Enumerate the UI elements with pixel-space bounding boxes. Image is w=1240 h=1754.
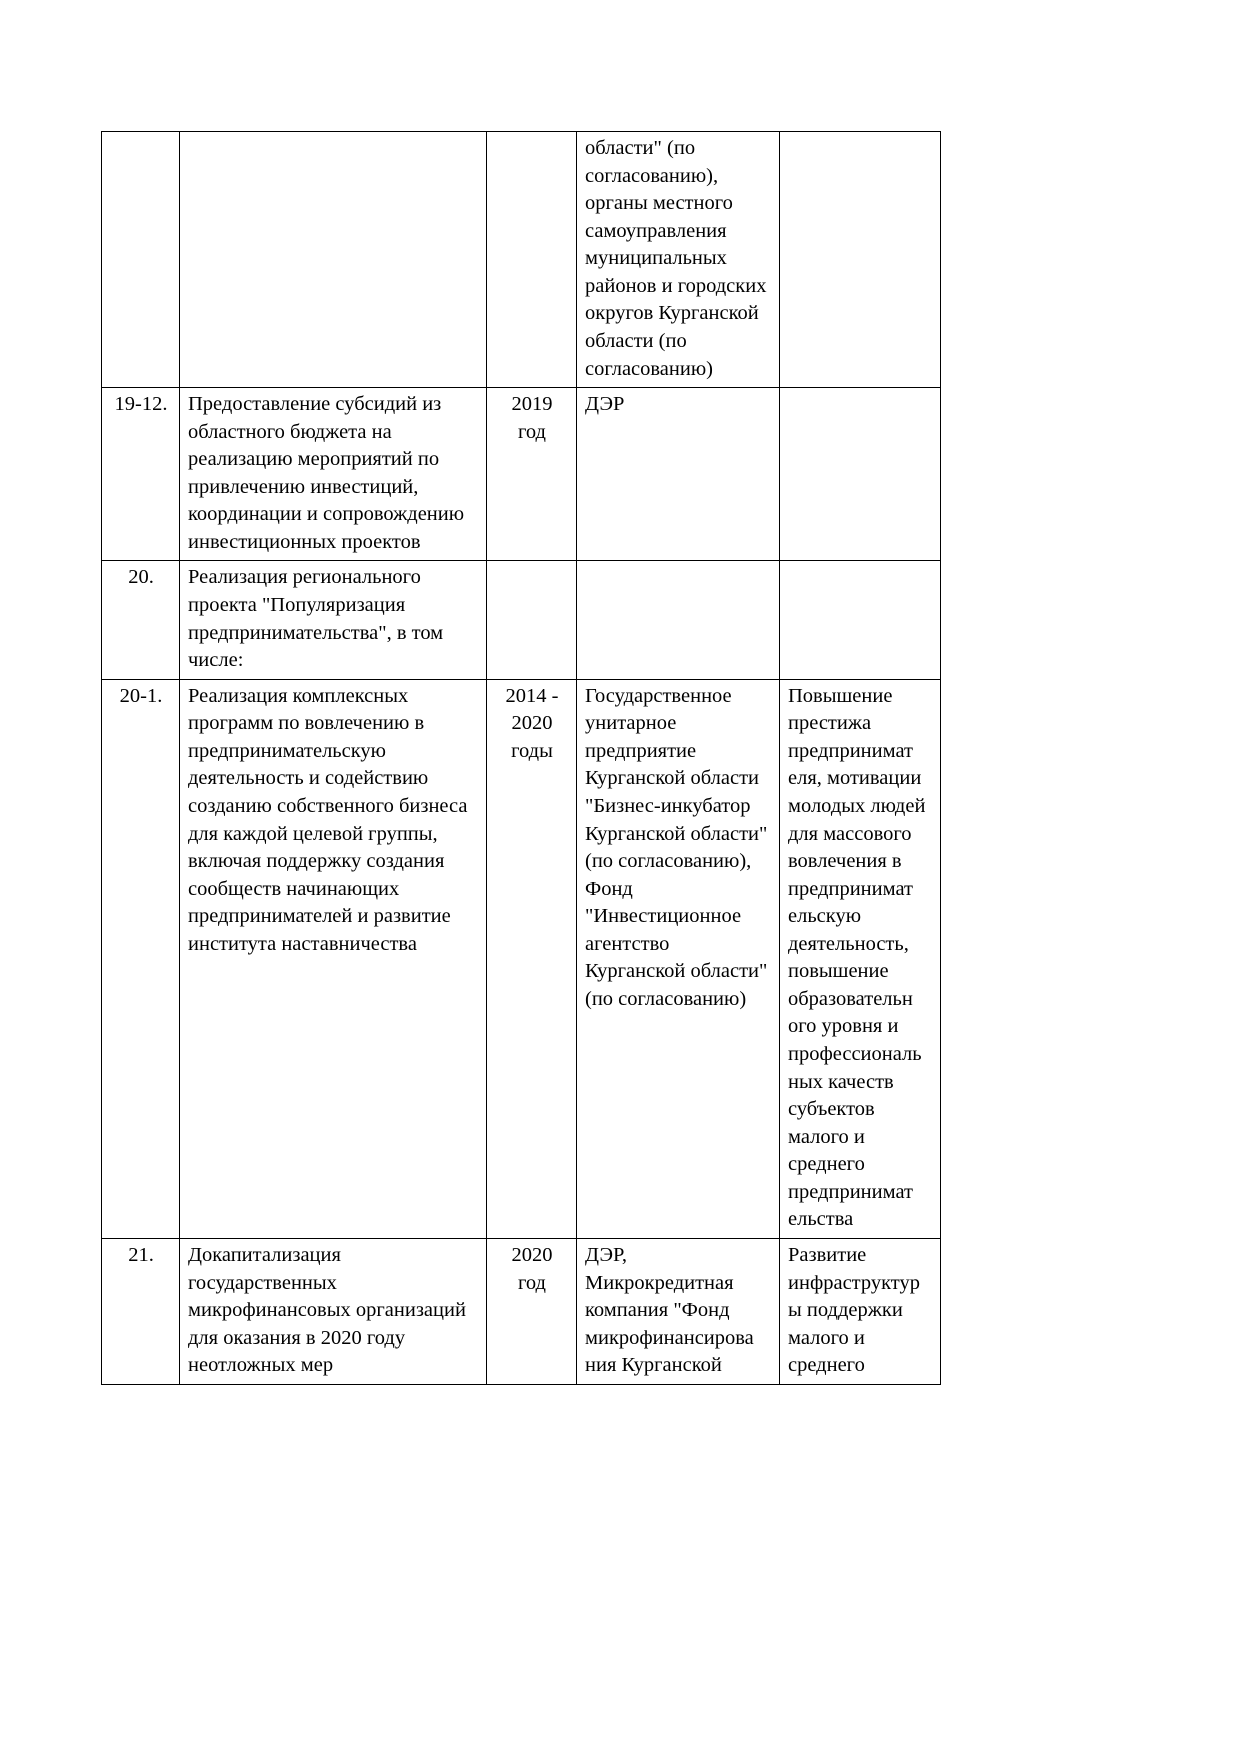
table-row	[102, 132, 941, 388]
row-executor-cell: ДЭР	[577, 388, 780, 561]
row-measure-cell: Докапитализация государственных микрофинансовых организаций для оказания в 2020 году неотложных мер	[180, 1238, 487, 1384]
row-term-cell: 2014 - 2020 годы	[487, 679, 577, 1238]
row-result-cell: Развитие инфраструктур ы поддержки малого и среднего	[780, 1238, 941, 1384]
row-measure-cell	[180, 132, 487, 388]
table-row	[102, 388, 941, 561]
row-term-cell	[487, 132, 577, 388]
table-row	[102, 679, 941, 1238]
row-term-cell: 2019 год	[487, 388, 577, 561]
table-body	[102, 132, 941, 1385]
row-number-cell: 19-12.	[102, 388, 180, 561]
row-executor-cell: области" (по согласованию), органы местного самоуправления муниципальных районов и городских округов Курганской области (по согласованию)	[577, 132, 780, 388]
row-term-cell	[487, 561, 577, 679]
row-measure-cell: Реализация регионального проекта "Популяризация предпринимательства", в том числе:	[180, 561, 487, 679]
row-result-cell	[780, 388, 941, 561]
table-row	[102, 1238, 941, 1384]
row-number-cell	[102, 132, 180, 388]
row-result-cell	[780, 132, 941, 388]
row-number-cell: 21.	[102, 1238, 180, 1384]
program-measures-table	[101, 131, 941, 1385]
row-executor-cell: Государственное унитарное предприятие Курганской области "Бизнес-инкубатор Курганской области" (по согласованию), Фонд "Инвестиционное агентство Курганской области" (по согласованию)	[577, 679, 780, 1238]
row-measure-cell: Реализация комплексных программ по вовлечению в предпринимательскую деятельность и содействию созданию собственного бизнеса для каждой целевой группы, включая поддержку создания сообществ начинающих предпринимателей и развитие института наставничества	[180, 679, 487, 1238]
row-number-cell: 20-1.	[102, 679, 180, 1238]
row-executor-cell	[577, 561, 780, 679]
row-executor-cell: ДЭР, Микрокредитная компания "Фонд микрофинансирова ния Курганской	[577, 1238, 780, 1384]
row-result-cell	[780, 561, 941, 679]
row-measure-cell: Предоставление субсидий из областного бюджета на реализацию мероприятий по привлечению инвестиций, координации и сопровождению инвестиционных проектов	[180, 388, 487, 561]
row-term-cell: 2020 год	[487, 1238, 577, 1384]
table-row	[102, 561, 941, 679]
row-number-cell: 20.	[102, 561, 180, 679]
row-result-cell: Повышение престижа предпринимат еля, мотивации молодых людей для массового вовлечения в предпринимат ельскую деятельность, повышение образовательн ого уровня и профессиональ ных качеств субъектов малого и среднего предпринимат ельства	[780, 679, 941, 1238]
